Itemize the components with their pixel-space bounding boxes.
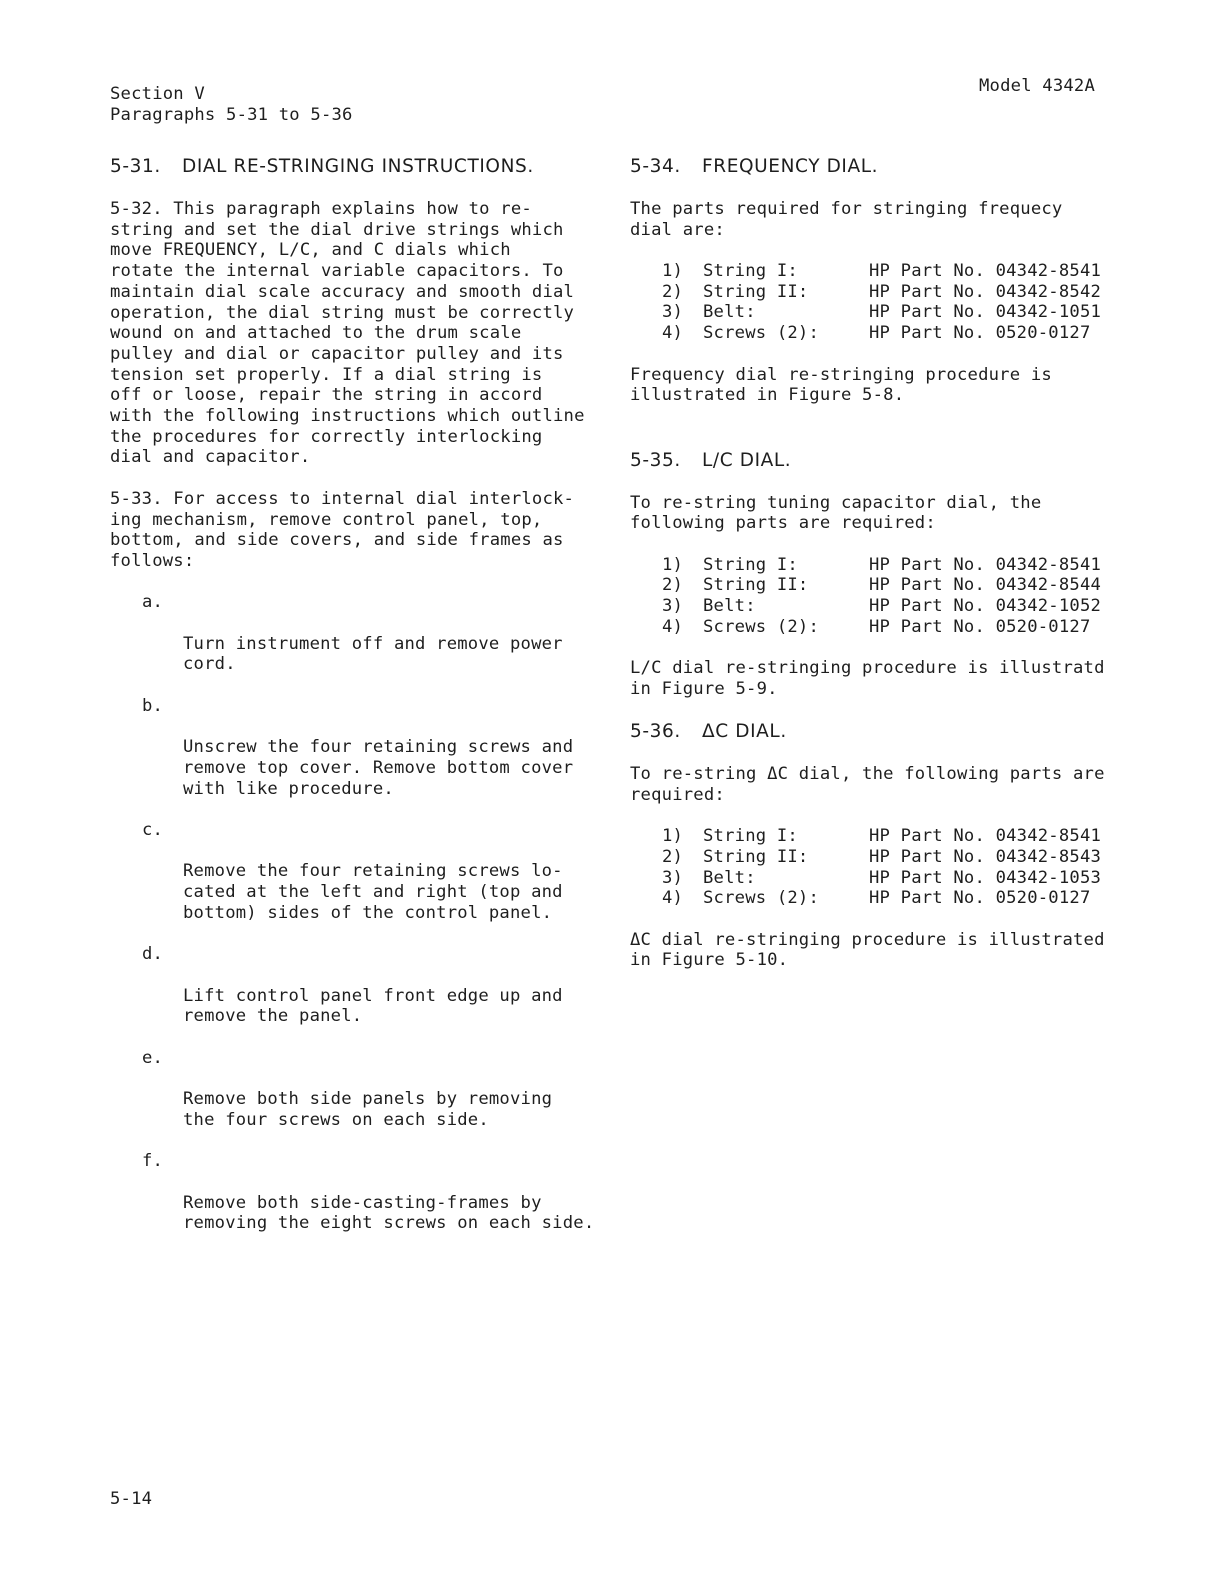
part-index: 3) xyxy=(662,867,684,888)
model-label: Model 4342A xyxy=(979,76,1096,96)
part-row xyxy=(630,868,1110,889)
paragraph-5-33: 5-33. For access to internal dial interlock- ing mechanism, remove control panel, top, bottom, and side covers, and side frames as follows: xyxy=(110,488,575,571)
frequency-note: Frequency dial re-stringing procedure is illustrated in Figure 5-8. xyxy=(630,364,1052,406)
part-name: String II: xyxy=(703,847,809,868)
part-name: String I: xyxy=(703,554,798,575)
paragraphs-label: Paragraphs 5-31 to 5-36 xyxy=(110,105,353,125)
heading-number: 5-36. xyxy=(630,721,681,743)
part-index: 2) xyxy=(662,281,684,302)
heading-number: 5-35. xyxy=(630,449,681,471)
step-text: Remove the four retaining screws lo- cated at the left and right (top and bottom) sides of the control panel. xyxy=(183,861,563,923)
part-name: Belt: xyxy=(703,867,756,888)
part-row xyxy=(630,282,1110,303)
section-label: Section V xyxy=(110,84,205,104)
part-name: Screws (2): xyxy=(703,616,820,637)
heading-5-31 xyxy=(110,155,600,179)
step-text: Lift control panel front edge up and remove the panel. xyxy=(183,985,563,1027)
step-text: Turn instrument off and remove power cord. xyxy=(183,633,563,675)
part-index: 3) xyxy=(662,596,684,617)
heading-title: ΔC DIAL. xyxy=(702,721,787,743)
part-number: HP Part No. 04342-1053 xyxy=(869,867,1102,888)
step-text: Unscrew the four retaining screws and remove top cover. Remove bottom cover with like procedure. xyxy=(183,737,574,799)
step-text: Remove both side panels by removing the four screws on each side. xyxy=(183,1089,553,1130)
heading-number: 5-31. xyxy=(110,156,161,177)
part-number: HP Part No. 04342-8541 xyxy=(869,826,1102,847)
part-row xyxy=(630,596,1110,617)
part-index: 4) xyxy=(662,888,684,909)
step-letter: e. xyxy=(142,1047,164,1068)
paragraph-5-32: 5-32. This paragraph explains how to re- string and set the dial drive strings which move FREQUENCY, L/C, and C dials which rotate the internal variable capacitors. To maintain dial scale accuracy and smooth dial operation, the dial string must be correctly wound on and attached to the drum scale pulley and dial or capacitor pulley and its tension set properly. If a dial string is off or loose, repair the string in accord with the following instructions which outline the procedures for correctly interlocking dial and capacitor. xyxy=(110,199,585,468)
page-number: 5-14 xyxy=(110,1489,153,1509)
part-number: HP Part No. 0520-0127 xyxy=(869,616,1091,637)
part-index: 4) xyxy=(662,323,684,344)
part-index: 3) xyxy=(662,302,684,323)
part-row xyxy=(630,826,1110,847)
lc-note: L/C dial re-stringing procedure is illustratd in Figure 5-9. xyxy=(630,658,1105,699)
step-item xyxy=(110,944,600,1027)
step-item xyxy=(110,820,600,924)
step-letter: c. xyxy=(142,820,164,841)
part-row xyxy=(630,617,1110,638)
step-item xyxy=(110,592,600,675)
step-letter: b. xyxy=(142,695,164,716)
part-number: HP Part No. 04342-8541 xyxy=(869,261,1102,282)
step-letter: d. xyxy=(142,944,164,965)
part-row xyxy=(630,575,1110,596)
heading-5-34 xyxy=(630,155,1110,179)
heading-5-36 xyxy=(630,720,1110,744)
delta-c-note: ΔC dial re-stringing procedure is illustrated in Figure 5-10. xyxy=(630,929,1105,971)
part-row xyxy=(630,555,1110,576)
step-item xyxy=(110,1151,600,1234)
part-number: HP Part No. 04342-1051 xyxy=(869,302,1102,323)
part-name: String II: xyxy=(703,575,809,596)
part-row xyxy=(630,261,1110,282)
part-index: 1) xyxy=(662,554,684,575)
part-number: HP Part No. 04342-8543 xyxy=(869,847,1102,868)
part-index: 2) xyxy=(662,575,684,596)
part-number: HP Part No. 0520-0127 xyxy=(869,323,1091,344)
part-row xyxy=(630,302,1110,323)
step-item xyxy=(110,696,600,800)
part-row xyxy=(630,323,1110,344)
part-index: 1) xyxy=(662,261,684,282)
step-letter: a. xyxy=(142,592,164,613)
delta-c-intro: To re-string ΔC dial, the following parts are required: xyxy=(630,764,1105,805)
page-header-left xyxy=(110,84,353,126)
right-column xyxy=(630,155,1110,992)
part-name: Screws (2): xyxy=(703,888,820,909)
part-name: Screws (2): xyxy=(703,323,820,344)
part-number: HP Part No. 04342-8541 xyxy=(869,554,1102,575)
lc-parts-list xyxy=(630,555,1110,638)
step-item xyxy=(110,1048,600,1131)
part-name: String I: xyxy=(703,261,798,282)
part-number: HP Part No. 04342-1052 xyxy=(869,596,1102,617)
heading-title: DIAL RE-STRINGING INSTRUCTIONS. xyxy=(182,156,534,177)
step-letter: f. xyxy=(142,1151,164,1172)
heading-title: FREQUENCY DIAL. xyxy=(702,156,879,177)
delta-c-parts-list xyxy=(630,826,1110,909)
part-index: 1) xyxy=(662,826,684,847)
left-column xyxy=(110,155,600,1255)
part-index: 2) xyxy=(662,847,684,868)
part-row xyxy=(630,847,1110,868)
part-row xyxy=(630,888,1110,909)
part-number: HP Part No. 0520-0127 xyxy=(869,888,1091,909)
step-text: Remove both side-casting-frames by removing the eight screws on each side. xyxy=(183,1192,595,1234)
part-name: String II: xyxy=(703,281,809,302)
lc-intro: To re-string tuning capacitor dial, the following parts are required: xyxy=(630,492,1042,534)
part-name: Belt: xyxy=(703,302,756,323)
part-index: 4) xyxy=(662,616,684,637)
part-name: Belt: xyxy=(703,596,756,617)
frequency-parts-list xyxy=(630,261,1110,344)
frequency-intro: The parts required for stringing frequecy dial are: xyxy=(630,199,1063,240)
part-name: String I: xyxy=(703,826,798,847)
heading-5-35 xyxy=(630,449,1110,473)
part-number: HP Part No. 04342-8542 xyxy=(869,281,1102,302)
heading-number: 5-34. xyxy=(630,156,681,177)
part-number: HP Part No. 04342-8544 xyxy=(869,575,1102,596)
heading-title: L/C DIAL. xyxy=(702,449,792,471)
